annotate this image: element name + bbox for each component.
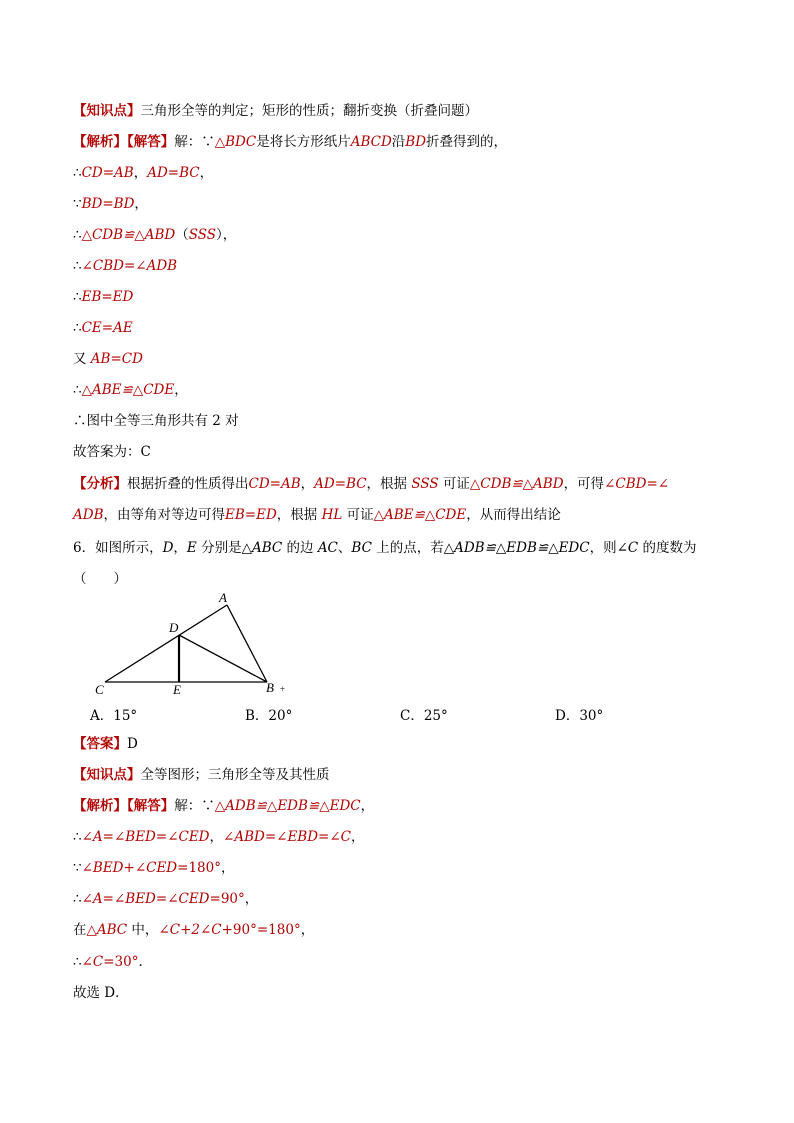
choice-d: D．30° xyxy=(555,708,604,724)
solution2-line-3: ∵∠BED+∠CED=180°， xyxy=(73,860,235,876)
solution-tag: 【解析】【解答】 xyxy=(73,134,175,150)
choice-b: B．20° xyxy=(245,708,293,724)
solution-line-6: ∴EB=ED xyxy=(73,289,134,305)
solution-line-8: 又 AB=CD xyxy=(73,351,143,367)
solution2-line-6: ∴∠C=30°． xyxy=(73,954,152,970)
solution-line-3: ∵BD=BD， xyxy=(73,196,148,212)
choice-a: A．15° xyxy=(90,708,138,724)
label-e: E xyxy=(173,682,181,697)
solution2-line-5: 在△ABC 中，∠C+2∠C+90°=180°， xyxy=(73,922,315,938)
triangle-figure xyxy=(85,588,295,698)
anchor-mark: + xyxy=(280,684,286,694)
solution-line-4: ∴△CDB≌△ABD（SSS）， xyxy=(73,227,237,243)
solution-line-5: ∴∠CBD=∠ADB xyxy=(73,258,178,274)
label-a: A xyxy=(219,590,227,605)
segment-db xyxy=(179,635,267,682)
knowledge-tag: 【知识点】 xyxy=(73,103,141,119)
knowledge-line-1: 【知识点】三角形全等的判定；矩形的性质；翻折变换（折叠问题） xyxy=(73,103,478,119)
knowledge-line-2: 【知识点】全等图形；三角形全等及其性质 xyxy=(73,767,330,783)
segment-ab xyxy=(227,605,267,682)
solution2-line-4: ∴∠A=∠BED=∠CED=90°， xyxy=(73,891,259,907)
solution2-line-7: 故选 D． xyxy=(73,985,129,1001)
label-d: D xyxy=(169,620,179,635)
solution-line-9: ∴△ABE≌△CDE， xyxy=(73,382,188,398)
solution-line-2: ∴CD=AB，AD=BC， xyxy=(73,165,214,181)
solution-line-1: 【解析】【解答】解：∵△BDC是将长方形纸片ABCD沿BD折叠得到的， xyxy=(73,134,508,150)
label-c: C xyxy=(95,682,104,697)
answer-paren: （ ） xyxy=(73,571,127,587)
answer-line: 故答案为：C xyxy=(73,444,151,460)
choice-c: C．25° xyxy=(400,708,448,724)
analysis-line-1: 【分析】根据折叠的性质得出CD=AB，AD=BC，根据 SSS 可证△CDB≌△ABD，可得∠CBD=∠ xyxy=(73,476,670,492)
solution-line-7: ∴CE=AE xyxy=(73,320,133,336)
solution-line-10: ∴图中全等三角形共有 2 对 xyxy=(73,413,239,429)
analysis-line-2: ADB，由等角对等边可得EB=ED，根据 HL 可证△ABE≌△CDE，从而得出结论 xyxy=(73,507,561,523)
answer-tag-line: 【答案】D xyxy=(73,736,138,752)
label-b: B xyxy=(266,680,274,695)
analysis-tag: 【分析】 xyxy=(73,476,127,492)
segment-ca xyxy=(105,605,227,682)
answer-tag: 【答案】 xyxy=(73,736,127,752)
question-6-stem: 6．如图所示，D，E 分别是△ABC 的边 AC、BC 上的点，若△ADB≌△EDB≌△EDC，则∠C 的度数为 xyxy=(73,540,697,556)
solution2-line-1: 【解析】【解答】解：∵△ADB≌△EDB≌△EDC， xyxy=(73,798,375,814)
solution2-line-2: ∴∠A=∠BED=∠CED，∠ABD=∠EBD=∠C， xyxy=(73,829,365,845)
